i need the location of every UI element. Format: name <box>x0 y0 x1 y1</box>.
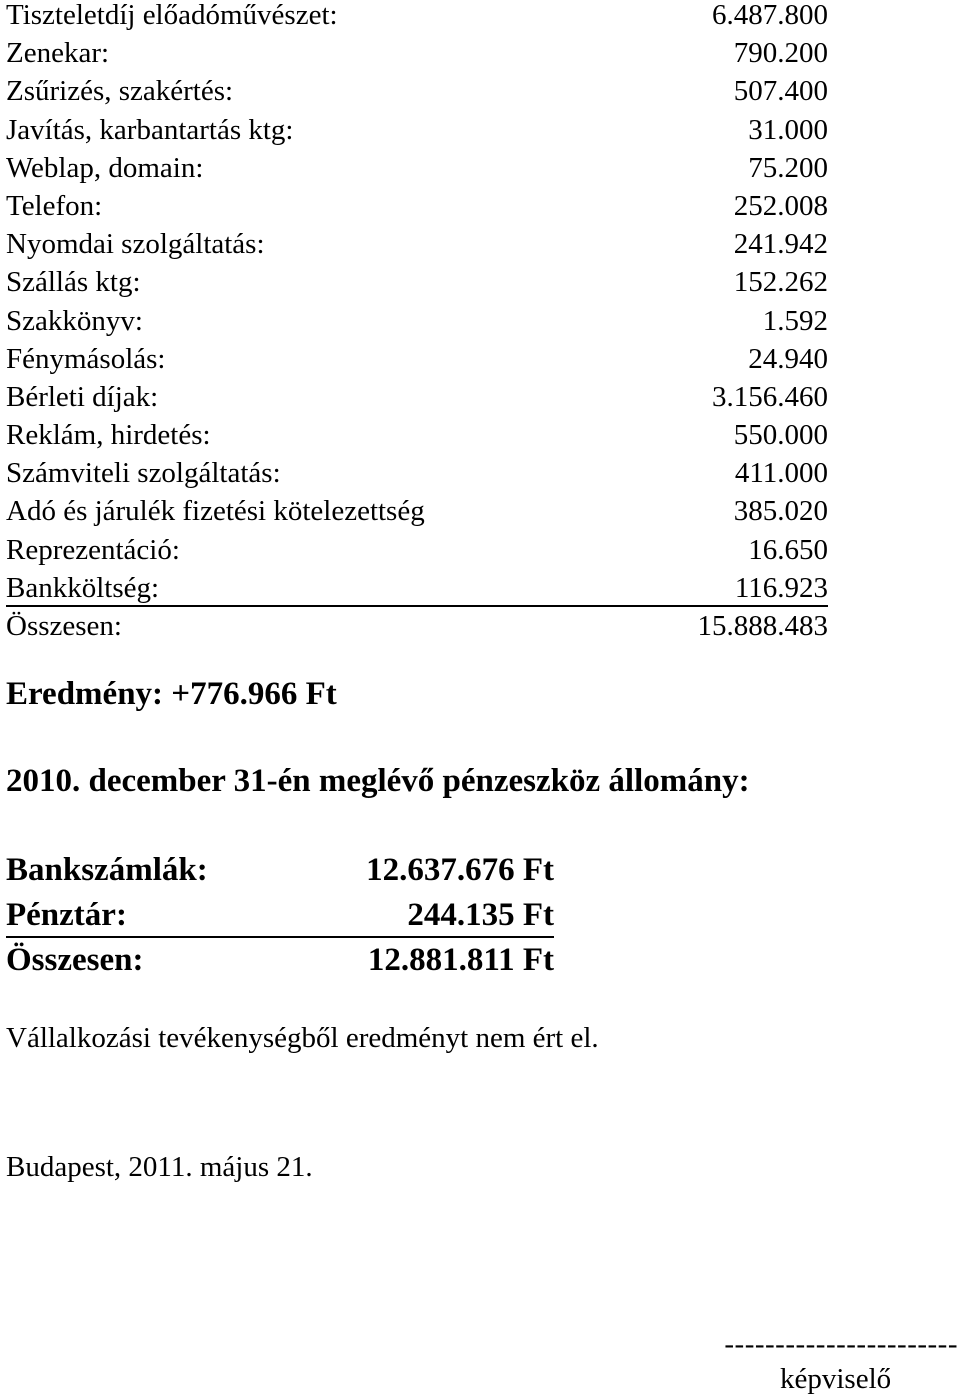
place-date: Budapest, 2011. május 21. <box>6 1151 313 1183</box>
cash-total-value: 12.881.811 Ft <box>367 941 554 978</box>
cash-total-row <box>6 938 554 983</box>
expense-label: Weblap, domain: <box>6 151 204 184</box>
expense-label: Zenekar: <box>6 37 110 70</box>
expense-value: 6.487.800 <box>712 0 828 31</box>
cash-row <box>6 893 554 938</box>
expense-label: Szakkönyv: <box>6 304 143 337</box>
cash-total-label: Összesen: <box>6 941 144 978</box>
expense-row <box>6 111 828 149</box>
cash-value: 244.135 Ft <box>407 897 554 933</box>
cash-label: Pénztár: <box>6 897 127 933</box>
expense-row <box>6 263 828 301</box>
expense-label: Reprezentáció: <box>6 533 180 566</box>
expense-value: 3.156.460 <box>712 380 828 413</box>
expense-value: 385.020 <box>733 495 828 528</box>
expense-row <box>6 492 828 530</box>
expense-total-label: Összesen: <box>6 610 122 642</box>
expense-row <box>6 302 828 340</box>
expense-row <box>6 569 828 607</box>
expense-value: 1.592 <box>762 304 828 337</box>
expense-table <box>6 0 828 645</box>
expense-value: 241.942 <box>733 228 828 261</box>
expense-value: 75.200 <box>748 151 828 184</box>
expense-value: 152.262 <box>733 266 828 299</box>
expense-label: Bérleti díjak: <box>6 380 159 413</box>
expense-label: Reklám, hirdetés: <box>6 419 211 452</box>
expense-row <box>6 72 828 110</box>
expense-row <box>6 0 828 34</box>
expense-label: Javítás, karbantartás ktg: <box>6 113 294 146</box>
cash-label: Bankszámlák: <box>6 852 208 888</box>
expense-row <box>6 531 828 569</box>
expense-label: Fénymásolás: <box>6 342 166 375</box>
expense-value: 31.000 <box>748 113 828 146</box>
signature-role: képviselő <box>780 1363 892 1395</box>
expense-label: Tiszteletdíj előadóművészet: <box>6 0 338 31</box>
expense-value: 116.923 <box>734 571 828 604</box>
expense-total-row <box>6 607 828 645</box>
expense-row <box>6 340 828 378</box>
business-activity-note: Vállalkozási tevékenységből eredményt nem ért el. <box>6 1022 599 1054</box>
expense-label: Adó és járulék fizetési kötelezettség <box>6 495 425 528</box>
expense-value: 550.000 <box>733 419 828 452</box>
expense-total-value: 15.888.483 <box>697 610 828 642</box>
expense-row <box>6 34 828 72</box>
expense-value: 252.008 <box>733 189 828 222</box>
expense-label: Nyomdai szolgáltatás: <box>6 228 265 261</box>
expense-row <box>6 454 828 492</box>
cash-heading: 2010. december 31-én meglévő pénzeszköz állomány: <box>6 763 750 799</box>
expense-row <box>6 149 828 187</box>
expense-value: 411.000 <box>734 457 828 490</box>
expense-row <box>6 416 828 454</box>
expense-row <box>6 225 828 263</box>
signature-line: ----------------------- <box>724 1328 958 1360</box>
expense-label: Telefon: <box>6 189 103 222</box>
cash-table <box>6 848 554 983</box>
expense-value: 507.400 <box>733 75 828 108</box>
expense-value: 24.940 <box>748 342 828 375</box>
expense-row <box>6 187 828 225</box>
expense-label: Szállás ktg: <box>6 266 141 299</box>
expense-label: Bankköltség: <box>6 571 160 604</box>
expense-row <box>6 378 828 416</box>
cash-row <box>6 848 554 893</box>
expense-value: 16.650 <box>748 533 828 566</box>
cash-value: 12.637.676 Ft <box>366 852 554 888</box>
expense-label: Számviteli szolgáltatás: <box>6 457 281 490</box>
expense-value: 790.200 <box>733 37 828 70</box>
expense-label: Zsűrizés, szakértés: <box>6 75 234 108</box>
result-summary: Eredmény: +776.966 Ft <box>6 676 337 712</box>
